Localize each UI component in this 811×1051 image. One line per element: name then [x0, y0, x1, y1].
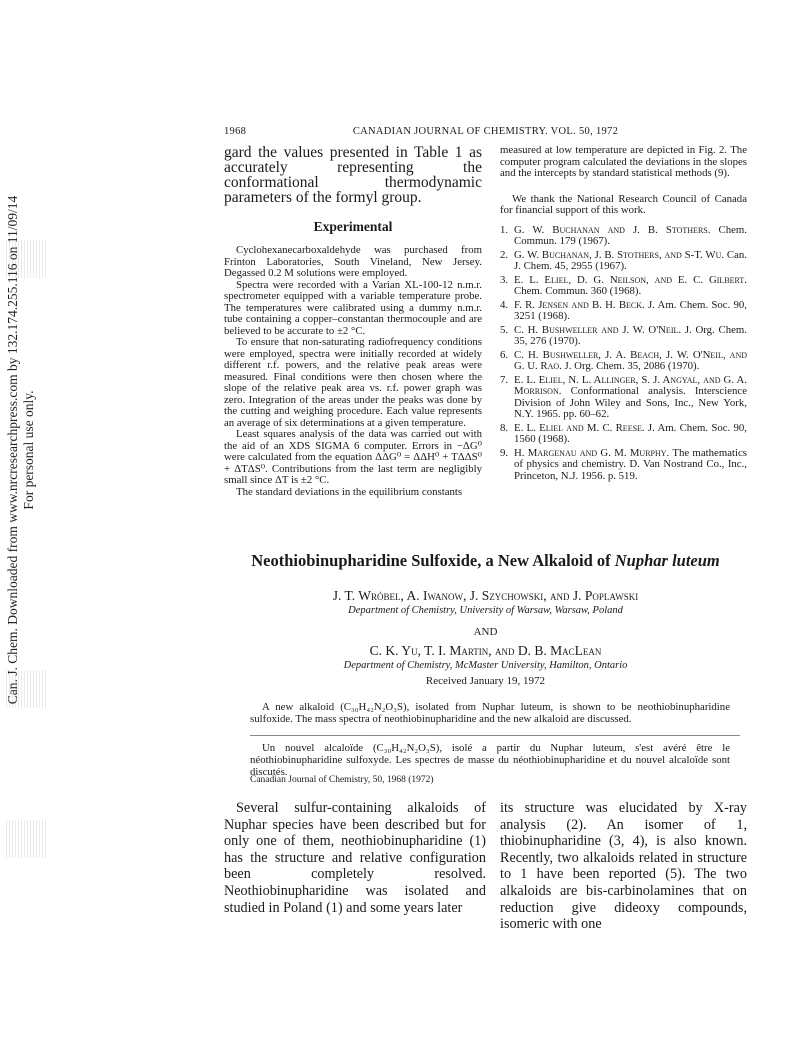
reference-authors: C. H. Bushweller and J. W. O'Neil. [514, 323, 682, 336]
reference-item [500, 325, 747, 348]
right-column [500, 145, 747, 484]
experimental-text [224, 245, 482, 498]
reference-item [500, 250, 747, 273]
reference-authors: E. L. Eliel and M. C. Reese. [514, 421, 645, 434]
reference-source: J. Org. Chem. 35, 2086 (1970). [561, 360, 700, 372]
scan-smudge [6, 820, 46, 858]
abstract-french: Un nouvel alcaloïde (C₃₀H₄₂N₂O₃S), isolé a partir du Nuphar luteum, s'est avéré être le néothiobinupharidine sulfoxyde. Les spectres de masse du néothiobinupharidine et du nouvel alcaloïde sont discutés. [250, 742, 730, 778]
reference-item [500, 225, 747, 248]
citation-line: Canadian Journal of Chemistry, 50, 1968 (1972) [250, 775, 434, 785]
paragraph: Spectra were recorded with a Varian XL-100-12 n.m.r. spectrometer equipped with a variable temperature probe. The temperatures were calibrated using a dummy n.m.r. tube containing a copper–constantan thermocouple and are believed to be accurate to ±2 °C. [224, 278, 482, 337]
abstract-divider [250, 735, 740, 736]
paragraph: measured at low temperature are depicted in Fig. 2. The computer program calculated the deviations in the slopes and the intercepts by standard statistical methods (9). [500, 144, 747, 179]
reference-authors: F. R. Jensen and B. H. Beck. [514, 298, 645, 311]
reference-source: The mathematics of physics and chemistry. D. Van Nostrand Co., Inc., Princeton, N.J. 1956. p. 519. [514, 446, 747, 482]
reference-number: 6. [500, 348, 509, 361]
and-separator: AND [473, 626, 498, 638]
section-heading: Experimental [313, 219, 393, 234]
reference-number: 7. [500, 373, 509, 386]
abstract-english: A new alkaloid (C₃₀H₄₂N₂O₃S), isolated from Nuphar luteum, is shown to be neothiobinupharidine sulfoxide. The mass spectra of neothiobinupharidine and the new alkaloid are discussed. [250, 701, 730, 725]
reference-authors: G. W. Buchanan and J. B. Stothers. [514, 223, 711, 236]
journal-header: CANADIAN JOURNAL OF CHEMISTRY. VOL. 50, 1972 [352, 126, 619, 137]
acknowledgement: We thank the National Research Council of Canada for financial support of this work. [500, 192, 747, 216]
title-species: Nuphar luteum [614, 551, 720, 570]
reference-item [500, 448, 747, 483]
reference-source: Can. J. Chem. 45, 2955 (1967). [514, 248, 748, 272]
scan-smudge [6, 670, 46, 708]
reference-number: 4. [500, 298, 509, 311]
reference-number: 3. [500, 273, 509, 286]
reference-item [500, 375, 747, 421]
paragraph: Cyclohexanecarboxaldehyde was purchased from Frinton Laboratories, South Vineland, New Jersey. Degassed 0.2 M solutions were employed. [224, 244, 482, 279]
download-stamp-line2: For personal use only. [21, 390, 36, 510]
reference-item [500, 300, 747, 323]
paragraph: To ensure that non-saturating radiofrequency conditions were employed, spectra were initially recorded at widely different r.f. powers, and the relative peak areas were measured. Final conditions were then chosen where the slope of the relative peak area vs. r.f. power graph was zero. Integration of the areas under the peaks was done by the cutting and weighing procedure. Each value represents an average of six determinations at a given temperature. [224, 336, 482, 429]
reference-authors: G. W. Buchanan, J. B. Stothers, and S-T. Wu. [514, 248, 725, 261]
reference-authors: E. L. Eliel, N. L. Allinger, S. J. Angyal, and G. A. Morrison. [514, 373, 747, 397]
affiliation-2: Department of Chemistry, McMaster University, Hamilton, Ontario [343, 660, 628, 671]
paragraph: The standard deviations in the equilibrium constants [236, 485, 463, 498]
page-number: 1968 [224, 126, 247, 137]
body-left-column: Several sulfur-containing alkaloids of Nuphar species have been described but for only one of them, neothiobinupharidine (1) has the structure and relative configuration been completely resolved. Neothiobinupharidine was isolated and studied in Poland (1) and some years later [224, 800, 486, 916]
download-stamp-line1: Can. J. Chem. Downloaded from www.nrcresearchpress.com by 132.174.255.116 on 11/09/14 [5, 195, 20, 705]
title-text: Neothiobinupharidine Sulfoxide, a New Alkaloid of [251, 551, 615, 570]
reference-number: 2. [500, 248, 509, 261]
reference-source: J. Org. Chem. 35, 276 (1970). [514, 323, 747, 347]
lead-paragraph: gard the values presented in Table 1 as accurately representing the conformational thermodynamic parameters of the formyl group. [224, 144, 482, 206]
reference-source: Chem. Commun. 179 (1967). [514, 223, 747, 247]
paragraph: Least squares analysis of the data was carried out with the aid of an XDS SIGMA 6 computer. Errors in −ΔG⁰ were calculated from the equation ΔΔG⁰ = ΔΔH⁰ + TΔΔS⁰ + ΔTΔS⁰. Contributions from the last term are negligibly small since ΔT is ±2 °C. [224, 428, 482, 486]
article-title [224, 551, 747, 571]
reference-list [500, 225, 747, 483]
reference-item [500, 350, 747, 373]
reference-source: J. Am. Chem. Soc. 90, 1560 (1968). [514, 421, 748, 445]
download-stamp [4, 195, 38, 705]
reference-authors: E. L. Eliel, D. G. Neilson, and E. C. Gilbert. [514, 273, 747, 286]
body-right-column: its structure was elucidated by X-ray analysis (2). An isomer of 1, thiobinupharidine (3, 4), is also known. Recently, two alkaloids related in structure to 1 have been reported (5). The two alkaloids are bis-carbinolamines that on reduction give dideoxy compounds, isomeric with one [500, 800, 747, 933]
reference-source: J. Am. Chem. Soc. 90, 3251 (1968). [514, 298, 747, 322]
reference-item [500, 423, 747, 446]
left-column [224, 145, 482, 498]
reference-authors: C. H. Bushweller, J. A. Beach, J. W. O'Neil, and G. U. Rao. [514, 348, 747, 372]
reference-number: 8. [500, 421, 509, 434]
authors-group-1: J. T. Wróbel, A. Iwanow, J. Szychowski, and J. Poplawski [332, 588, 639, 603]
reference-item [500, 275, 747, 298]
authors-group-2: C. K. Yu, T. I. Martin, and D. B. MacLean [369, 643, 602, 658]
affiliation-1: Department of Chemistry, University of Warsaw, Warsaw, Poland [348, 605, 623, 616]
reference-number: 9. [500, 446, 509, 459]
received-date: Received January 19, 1972 [425, 675, 546, 687]
reference-number: 1. [500, 223, 509, 236]
reference-number: 5. [500, 323, 509, 336]
reference-authors: H. Margenau and G. M. Murphy. [514, 446, 670, 459]
reference-source: Chem. Commun. 360 (1968). [514, 285, 642, 297]
scan-smudge [6, 240, 46, 278]
reference-source: Conformational analysis. Interscience Division of John Wiley and Sons, Inc., New York, N.Y. 1965. pp. 60–62. [514, 385, 747, 420]
